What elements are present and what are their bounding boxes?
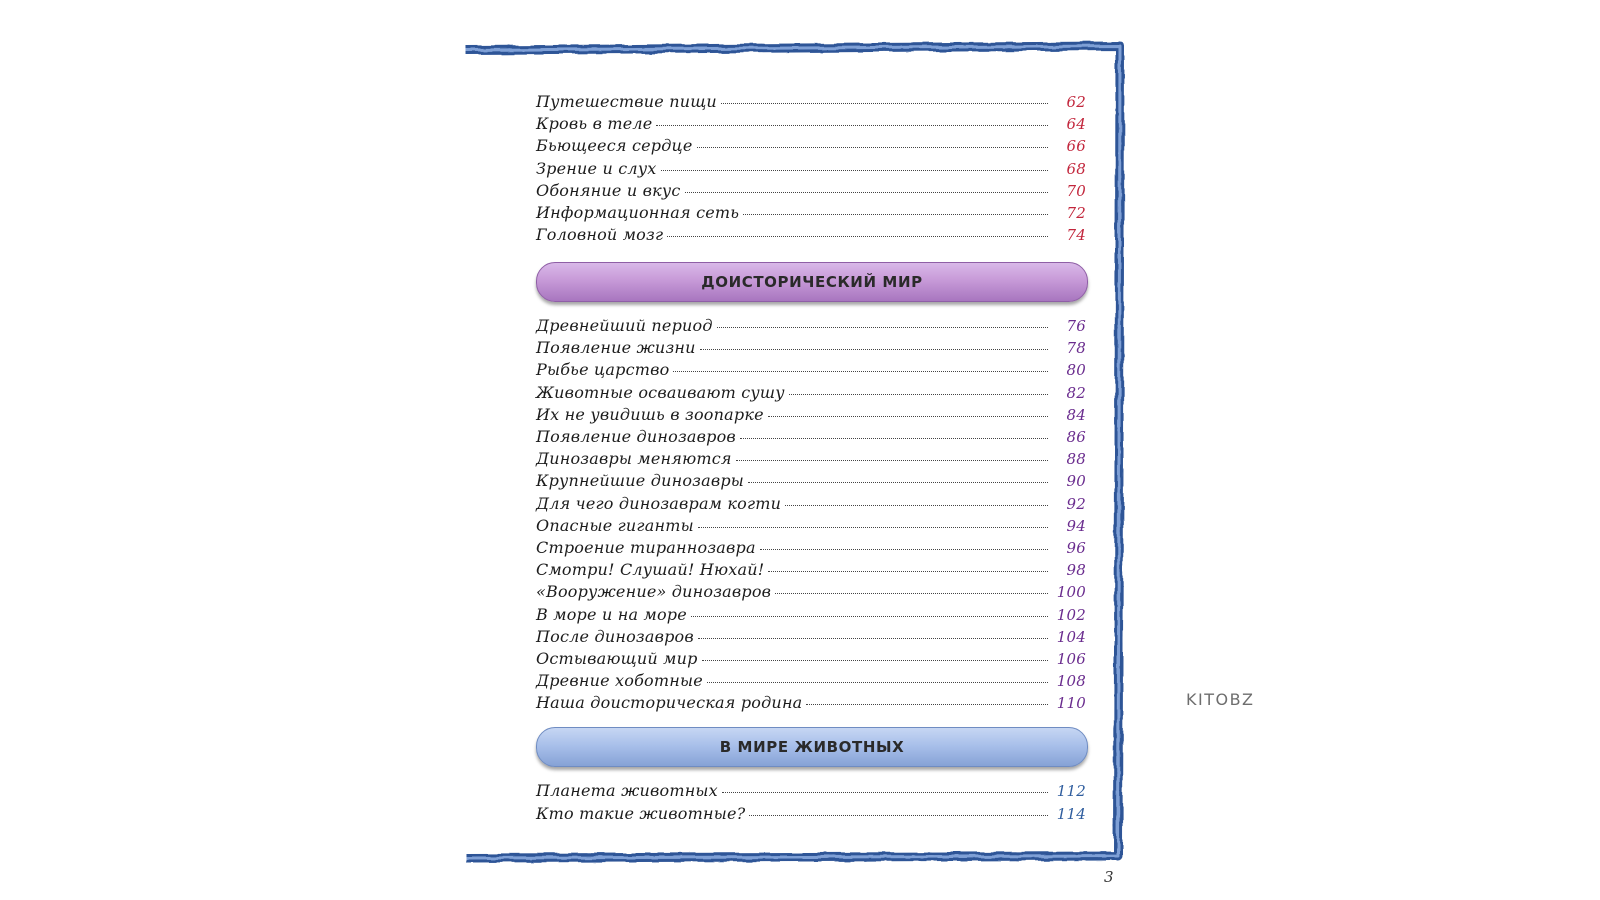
toc-dot-leader	[673, 371, 1048, 372]
toc-entry-page: 102	[1056, 605, 1086, 624]
toc-dot-leader	[768, 416, 1048, 417]
toc-entry	[536, 804, 1086, 826]
toc-dot-leader	[661, 170, 1048, 171]
toc-entry	[536, 427, 1086, 449]
toc-entry-title: После динозавров	[536, 626, 694, 646]
toc-entry-page: 96	[1066, 539, 1086, 557]
toc-dot-leader	[789, 394, 1048, 395]
toc-entry-title: Наша доисторическая родина	[536, 693, 803, 713]
section-heading-prehistoric: ДОИСТОРИЧЕСКИЙ МИР	[536, 262, 1088, 302]
toc-entry-page: 86	[1066, 428, 1086, 446]
toc-entry-title: Кто такие животные?	[536, 804, 746, 823]
toc-entry	[536, 538, 1086, 560]
toc-dot-leader	[785, 505, 1048, 506]
toc-entry	[536, 516, 1086, 538]
toc-entry-page: 62	[1066, 93, 1086, 111]
toc-entry-title: Древнейший период	[536, 316, 713, 335]
toc-entry	[536, 338, 1086, 360]
toc-entry-title: Появление жизни	[536, 338, 696, 358]
toc-entry	[536, 605, 1086, 627]
toc-entry-title: Головной мозг	[536, 225, 664, 245]
toc-entry-page: 112	[1056, 782, 1086, 800]
toc-entry	[536, 671, 1086, 693]
toc-entry-title: Появление динозавров	[536, 427, 736, 446]
toc-entry-title: Их не увидишь в зоопарке	[536, 404, 764, 424]
toc-entry-title: Зрение и слух	[536, 158, 657, 178]
toc-dot-leader	[721, 103, 1048, 104]
toc-entry	[536, 494, 1086, 516]
toc-entry	[536, 582, 1086, 604]
toc-entry-page: 98	[1066, 561, 1086, 580]
toc-entry-page: 72	[1066, 204, 1086, 222]
toc-entry-page: 104	[1056, 627, 1086, 646]
toc-entry-title: Кровь в теле	[536, 114, 653, 134]
toc-entry	[536, 560, 1086, 582]
toc-entry-title: Древние хоботные	[536, 671, 703, 691]
toc-dot-leader	[722, 792, 1048, 793]
toc-entry	[536, 136, 1086, 158]
toc-dot-leader	[700, 349, 1048, 350]
toc-entry-page: 70	[1066, 181, 1086, 200]
toc-entry	[536, 781, 1086, 803]
watermark-logo: KITOBZ	[1186, 690, 1255, 709]
toc-dot-leader	[707, 682, 1048, 683]
toc-entry-title: «Вооружение» динозавров	[536, 582, 772, 602]
toc-entry-title: Смотри! Слушай! Нюхай!	[536, 560, 765, 580]
section-heading-animals: В МИРЕ ЖИВОТНЫХ	[536, 727, 1088, 767]
toc-entry-page: 92	[1066, 494, 1086, 513]
toc-entry-page: 78	[1066, 339, 1086, 358]
toc-dot-leader	[698, 638, 1048, 639]
toc-dot-leader	[697, 147, 1048, 148]
toc-entry-page: 82	[1066, 383, 1086, 402]
toc-entry-title: Информационная сеть	[536, 203, 740, 222]
toc-entry-page: 114	[1056, 805, 1086, 823]
toc-entry	[536, 360, 1086, 382]
toc-dot-leader	[768, 571, 1048, 572]
toc-entry-page: 80	[1066, 361, 1086, 380]
toc-entry	[536, 693, 1086, 715]
toc-entry-page: 66	[1066, 137, 1086, 156]
toc-entry	[536, 92, 1086, 114]
toc-entry-title: Опасные гиганты	[536, 515, 694, 535]
toc-entry-title: Животные осваивают сушу	[536, 382, 785, 402]
toc-entry-page: 84	[1066, 405, 1086, 424]
toc-entry-page: 68	[1066, 159, 1086, 178]
toc-dot-leader	[656, 125, 1048, 126]
toc-entry	[536, 159, 1086, 181]
toc-entry-page: 88	[1066, 450, 1086, 469]
toc-entry-title: Строение тираннозавра	[536, 538, 756, 557]
toc-dot-leader	[717, 327, 1048, 328]
toc-entry	[536, 203, 1086, 225]
toc-entry-page: 76	[1066, 317, 1086, 335]
toc-entry-page: 110	[1056, 694, 1086, 713]
toc-entry-page: 94	[1066, 516, 1086, 535]
toc-entry-page: 74	[1066, 226, 1086, 245]
toc-entry-page: 90	[1066, 472, 1086, 491]
toc-entry-title: Обоняние и вкус	[536, 180, 681, 200]
toc-dot-leader	[749, 815, 1048, 816]
toc-dot-leader	[748, 482, 1048, 483]
toc-entry-title: В море и на море	[536, 604, 687, 624]
toc-entry-page: 108	[1056, 672, 1086, 691]
toc-dot-leader	[740, 438, 1048, 439]
toc-entry	[536, 405, 1086, 427]
toc-dot-leader	[743, 214, 1048, 215]
toc-dot-leader	[775, 593, 1048, 594]
toc-dot-leader	[702, 660, 1048, 661]
toc-entry-title: Бьющееся сердце	[536, 136, 693, 156]
toc-entry	[536, 627, 1086, 649]
toc-dot-leader	[685, 192, 1048, 193]
toc-entry-title: Планета животных	[536, 781, 718, 800]
toc-entry-page: 64	[1066, 115, 1086, 134]
toc-entry	[536, 114, 1086, 136]
toc-dot-leader	[698, 527, 1048, 528]
toc-dot-leader	[736, 460, 1048, 461]
toc-entry-title: Рыбье царство	[536, 360, 670, 380]
toc-entry-title: Крупнейшие динозавры	[536, 471, 745, 491]
toc-entry	[536, 449, 1086, 471]
toc-entry-title: Путешествие пищи	[536, 92, 717, 111]
toc-dot-leader	[806, 704, 1048, 705]
toc-dot-leader	[691, 616, 1048, 617]
toc-entry	[536, 181, 1086, 203]
toc-entry	[536, 225, 1086, 247]
toc-dot-leader	[667, 236, 1048, 237]
toc-entry	[536, 316, 1086, 338]
toc-entry	[536, 471, 1086, 493]
toc-entry-title: Динозавры меняются	[536, 449, 732, 469]
toc-dot-leader	[760, 549, 1048, 550]
toc-entry-page: 106	[1056, 650, 1086, 668]
toc-entry-title: Для чего динозаврам когти	[536, 493, 782, 513]
page-number: 3	[1104, 868, 1114, 886]
toc-entry-title: Остывающий мир	[536, 649, 698, 668]
toc-entry	[536, 383, 1086, 405]
toc-entry-page: 100	[1056, 583, 1086, 602]
toc-entry	[536, 649, 1086, 671]
